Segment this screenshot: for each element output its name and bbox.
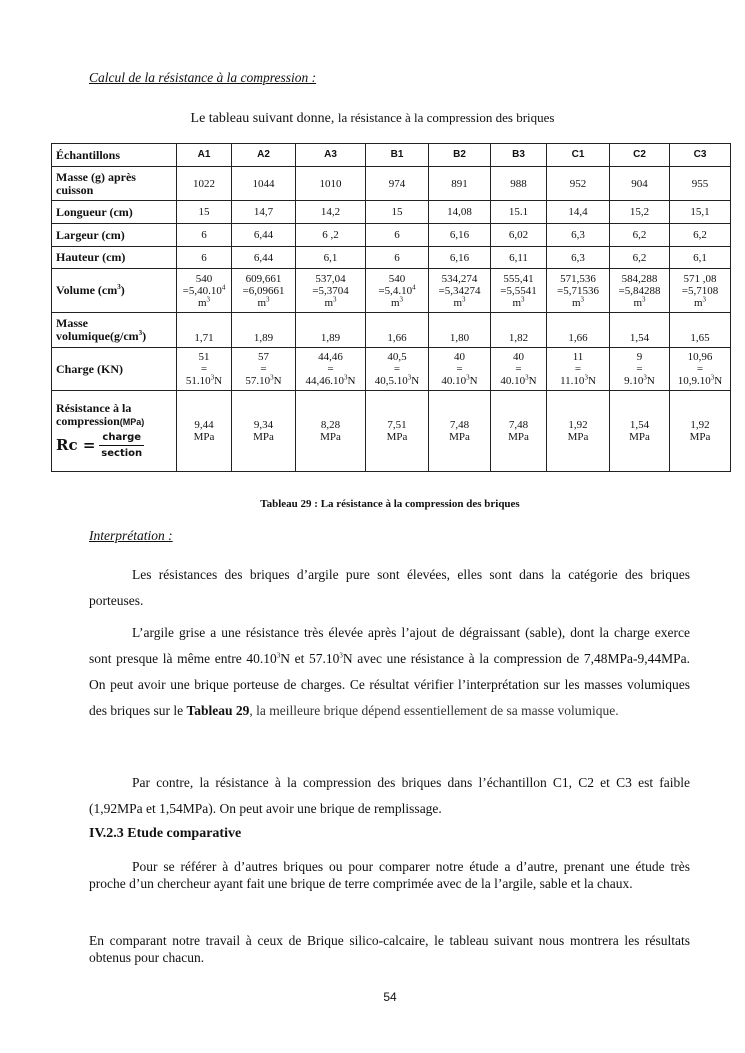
table-row-resistance <box>52 391 731 472</box>
table-cell: 6,44 <box>232 247 296 269</box>
section-heading: IV.2.3 Etude comparative <box>89 826 242 841</box>
table-cell: 14,4 <box>547 201 610 224</box>
table-cell: 7,48 MPa <box>491 391 547 472</box>
header-cell: B3 <box>491 144 547 167</box>
table-row-charge <box>52 348 731 391</box>
table-cell: 6,16 <box>429 224 491 247</box>
table-cell: 1,89 <box>296 313 366 348</box>
table-cell: 988 <box>491 167 547 201</box>
table-row-hauteur <box>52 247 731 269</box>
header-cell: C1 <box>547 144 610 167</box>
table-cell: 1,92 MPa <box>547 391 610 472</box>
table-cell: 9 = $9.10^3N$ <box>610 348 670 391</box>
table-cell: 952 <box>547 167 610 201</box>
table-row-largeur <box>52 224 731 247</box>
table-header-row <box>52 144 731 167</box>
section-title: Calcul de la résistance à la compression : <box>89 70 317 85</box>
table-cell: 891 <box>429 167 491 201</box>
page-number: 54 <box>383 990 397 1004</box>
table-cell: 1,66 <box>366 313 429 348</box>
table-cell: 1010 <box>296 167 366 201</box>
intro-part2: la résistance à la compression <box>337 110 493 125</box>
table-cell: 584,288 =5,84288 $m^3$ <box>610 269 670 313</box>
row-label: Longueur (cm) <box>52 201 177 224</box>
table-cell: 14,08 <box>429 201 491 224</box>
table-cell: 10,96 = $10,9.10^3N$ <box>670 348 731 391</box>
table-cell: 57 = $57.10^3N$ <box>232 348 296 391</box>
table-cell: 14,7 <box>232 201 296 224</box>
table-cell: 6,3 <box>547 224 610 247</box>
table-cell: 1,54 <box>610 313 670 348</box>
table-cell: 14,2 <box>296 201 366 224</box>
table-cell: 15,1 <box>670 201 731 224</box>
table-cell: 904 <box>610 167 670 201</box>
table-cell: 9,34 MPa <box>232 391 296 472</box>
paragraph-4: Pour se référer à d’autres briques ou pour comparer notre étude a d’autre, prenant une étude très proche d’un chercheur ayant fait une brique de terre comprimée avec de la l’argile, sable et la chaux. <box>89 859 690 891</box>
table-cell: 571 ,08 =5,7108 $m^3$ <box>670 269 731 313</box>
table-row-masse-volumique <box>52 313 731 348</box>
interpretation-title: Interprétation : <box>89 528 173 543</box>
header-cell: A2 <box>232 144 296 167</box>
table-cell: 1,71 <box>177 313 232 348</box>
table-cell: 40 = $40.10^3N$ <box>429 348 491 391</box>
row-label: Largeur (cm) <box>52 224 177 247</box>
header-cell: B1 <box>366 144 429 167</box>
rc-formula: Rc = $\frac{\text{charge}}{\text{section}}$ <box>56 432 143 459</box>
intro-part1: Le tableau suivant donne, <box>190 111 338 126</box>
table-cell: 540 $=5,40.10^4$ $m^3$ <box>177 269 232 313</box>
table-cell: 534,274 =5,34274 $m^3$ <box>429 269 491 313</box>
table-cell: 1,66 <box>547 313 610 348</box>
table-cell: 571,536 =5,71536 $m^3$ <box>547 269 610 313</box>
table-cell: 6 ,2 <box>296 224 366 247</box>
header-cell: B2 <box>429 144 491 167</box>
table-cell: 1,80 <box>429 313 491 348</box>
table-cell: 15 <box>177 201 232 224</box>
table-cell: 6,1 <box>670 247 731 269</box>
row-label: Volume $(cm^3)$ <box>52 269 177 313</box>
header-cell: Échantillons <box>52 144 177 167</box>
table-row-masse <box>52 167 731 201</box>
intro-part3: des briques <box>492 110 555 125</box>
table-cell: 1,54 MPa <box>610 391 670 472</box>
table-cell: 40 = $40.10^3N$ <box>491 348 547 391</box>
table-cell: 6,02 <box>491 224 547 247</box>
table-cell: 6,1 <box>296 247 366 269</box>
table-cell: 9,44 MPa <box>177 391 232 472</box>
table-cell: 40,5 = $40,5.10^3N$ <box>366 348 429 391</box>
table-row-volume <box>52 269 731 313</box>
row-label: Hauteur (cm) <box>52 247 177 269</box>
table-cell: 537,04 =5,3704 $m^3$ <box>296 269 366 313</box>
table-cell: 15,2 <box>610 201 670 224</box>
resistance-table <box>51 143 731 472</box>
header-cell: C3 <box>670 144 731 167</box>
header-cell: A3 <box>296 144 366 167</box>
row-label: Masse $volumique(g/cm^3)$ <box>52 313 177 348</box>
table-cell: 6,16 <box>429 247 491 269</box>
table-cell: 6 <box>177 224 232 247</box>
table-cell: 1,65 <box>670 313 731 348</box>
paragraph-1: Les résistances des briques d’argile pure sont élevées, elles sont dans la catégorie des briques porteuses. <box>89 567 690 608</box>
table-cell: 6 <box>177 247 232 269</box>
table-cell: 974 <box>366 167 429 201</box>
table-cell: 7,51 MPa <box>366 391 429 472</box>
paragraph-5: En comparant notre travail à ceux de Brique silico-calcaire, le tableau suivant nous montrera les résultats obtenus pour chacun. <box>89 933 690 965</box>
table-row-longueur <box>52 201 731 224</box>
table-cell: 6,11 <box>491 247 547 269</box>
table-cell: 7,48 MPa <box>429 391 491 472</box>
table-cell: 540 $=5,4.10^4$ $m^3$ <box>366 269 429 313</box>
intro-sentence <box>0 110 745 127</box>
paragraph-3: Par contre, la résistance à la compression des briques dans l’échantillon C1, C2 et C3 est faible (1,92MPa et 1,54MPa). On peut avoir une brique de remplissage. <box>89 775 690 816</box>
table-cell: 11 = $11.10^3N$ <box>547 348 610 391</box>
table-cell: 6,2 <box>610 247 670 269</box>
row-label: Résistance à la compression(MPa) Rc = $\frac{\text{charge}}{\text{section}}$ <box>52 391 177 472</box>
table-cell: 6,2 <box>670 224 731 247</box>
table-cell: 6 <box>366 247 429 269</box>
table-cell: 1022 <box>177 167 232 201</box>
header-cell: C2 <box>610 144 670 167</box>
table-cell: 51 = $51.10^3N$ <box>177 348 232 391</box>
table-cell: 6,3 <box>547 247 610 269</box>
table-cell: 6 <box>366 224 429 247</box>
table-cell: 44,46 = $44,46.10^3N$ <box>296 348 366 391</box>
table-cell: 1044 <box>232 167 296 201</box>
table-cell: 8,28 MPa <box>296 391 366 472</box>
table-caption: Tableau 29 : La résistance à la compression des briques <box>260 498 520 510</box>
table-cell: 6,2 <box>610 224 670 247</box>
table-cell: 6,44 <box>232 224 296 247</box>
header-cell: A1 <box>177 144 232 167</box>
table-cell: 555,41 =5,5541 $m^3$ <box>491 269 547 313</box>
row-label: Charge (KN) <box>52 348 177 391</box>
table-cell: 15 <box>366 201 429 224</box>
table-cell: 15.1 <box>491 201 547 224</box>
row-label: Masse (g) après cuisson <box>52 167 177 201</box>
table-cell: 609,661 =6,09661 $m^3$ <box>232 269 296 313</box>
paragraph-2: L’argile grise a une résistance très élevée après l’ajout de dégraissant (sable), dont la charge exerce sont presque là même entre 40.10$^3$N et 57.10$^3$N avec une résistance à la compression de 7,48MPa-9,44MPa. On peut avoir une brique porteuse de charges. Ce résultat vérifier l’interprétation sur les masses volumiques des briques sur le Tableau 29, la meilleure brique dépend essentiellement de sa masse volumique. <box>89 625 690 718</box>
table-cell: 1,92 MPa <box>670 391 731 472</box>
table-cell: 1,89 <box>232 313 296 348</box>
table-cell: 1,82 <box>491 313 547 348</box>
table-cell: 955 <box>670 167 731 201</box>
